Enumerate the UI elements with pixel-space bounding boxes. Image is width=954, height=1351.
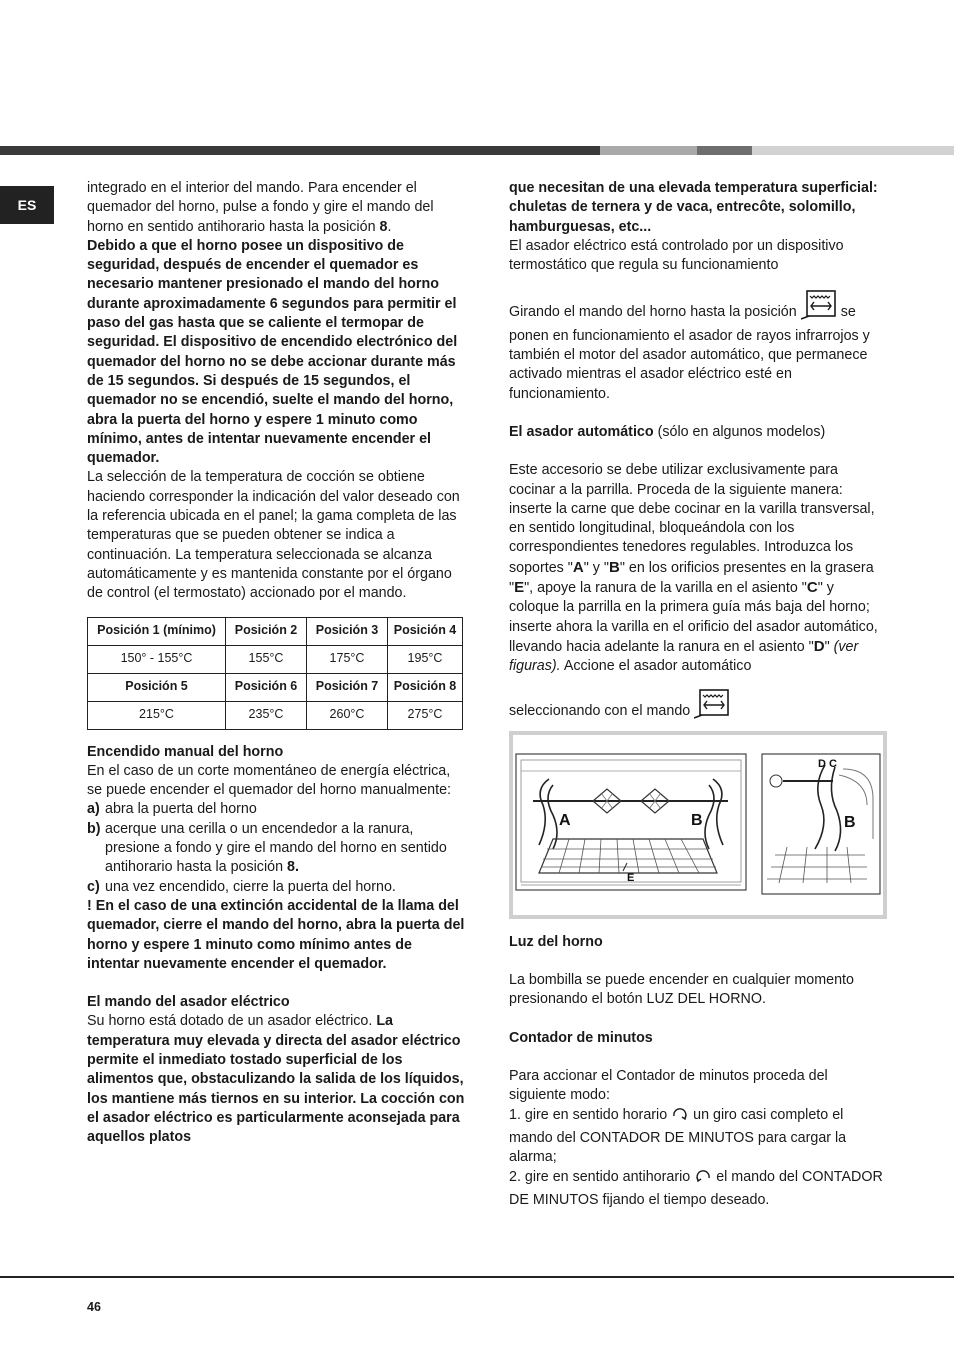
paragraph-thermostat: El asador eléctrico está controlado por un dispositivo termostático que regula su funcionamiento xyxy=(509,237,844,274)
grill-symbol-icon xyxy=(801,290,837,326)
table-header-cell: Posición 6 xyxy=(226,673,307,701)
section-title-oven-light: Luz del horno xyxy=(509,933,603,950)
rotisserie-symbol-icon xyxy=(694,689,730,725)
table-cell: 175°C xyxy=(307,645,388,673)
table-header-cell: Posición 3 xyxy=(307,617,388,645)
figure-label-b-detail: B xyxy=(844,813,856,831)
table-header-cell: Posición 5 xyxy=(88,673,226,701)
section-title-rotisserie: El asador automático (sólo en algunos modelos) xyxy=(509,423,826,440)
header-bar-segment-mid xyxy=(697,146,752,155)
paragraph-rotisserie: Este accesorio se debe utilizar exclusivamente para cocinar a la parrilla. Proceda de la siguiente manera: inserte la carne que debe cocinar en la varilla transversal, en sentido longitudinal, bloqueándola con los correspondientes tenedores regulables. Introduzca los soportes "A" y "B" en los orificios presentes en la grasera "E", apoye la ranura de la varilla en el asiento "C" y coloque la parrilla en la primera guía más baja del horno; inserte ahora la varilla en el orificio del asador automático, llevando hacia adelante la ranura en el asiento "D" (ver figuras). Accione el asador automático xyxy=(509,462,878,675)
table-cell: 260°C xyxy=(307,701,388,729)
table-header-cell: Posición 1 (mínimo) xyxy=(88,617,226,645)
temperature-table xyxy=(87,617,463,730)
paragraph-grill-position: Girando el mando del horno hasta la posición se ponen en funcionamiento el asador de rayos infrarrojos y también el motor del asador automático, que permanece activado mientras el asador eléctrico esté en funcionamiento. xyxy=(509,290,887,403)
paragraph-grill: Su horno está dotado de un asador eléctrico. La temperatura muy elevada y directa del asador eléctrico permite el inmediato tostado superficial de los alimentos que, obstaculizando la salida de los líquidos, los mantiene más tiernos en su interior. La cocción con el asador eléctrico es particularmente aconsejada para aquellos platos xyxy=(87,1013,465,1146)
table-cell: 195°C xyxy=(388,645,463,673)
table-header-cell: Posición 8 xyxy=(388,673,463,701)
table-row xyxy=(88,645,463,673)
paragraph-grill-continued: que necesitan de una elevada temperatura superficial: chuletas de ternera y de vaca, entrecôte, solomillo, hamburguesas, etc... xyxy=(509,180,878,235)
table-cell: 275°C xyxy=(388,701,463,729)
paragraph-manual-intro: En el caso de un corte momentáneo de energía eléctrica, se puede encender el quemador del horno manualmente: xyxy=(87,762,452,799)
left-column xyxy=(87,179,465,1147)
paragraph-ignition: integrado en el interior del mando. Para encender el quemador del horno, pulse a fondo y gire el mando del horno en sentido antihorario hasta la posición 8. xyxy=(87,180,434,235)
list-item: a) abra la puerta del horno xyxy=(87,801,257,818)
table-header-cell: Posición 2 xyxy=(226,617,307,645)
paragraph-timer: Para accionar el Contador de minutos proceda del siguiente modo: xyxy=(509,1068,828,1104)
paragraph-oven-light: La bombilla se puede encender en cualquier momento presionando el botón LUZ DEL HORNO. xyxy=(509,972,854,1008)
rotisserie-diagram xyxy=(513,735,883,915)
paragraph-extinction-warning: ! En el caso de una extinción accidental de la llama del quemador, cierre el mando del horno, abra la puerta del horno y espere 1 minuto como mínimo antes de intentar nuevamente encender el quemador. xyxy=(87,897,465,972)
header-bar-segment-dark xyxy=(0,146,600,155)
header-bar xyxy=(0,146,954,155)
table-cell: 150° - 155°C xyxy=(88,645,226,673)
header-bar-segment-light xyxy=(600,146,697,155)
list-item: b) acerque una cerilla o un encendedor a la ranura, presione a fondo y gire el mando del horno en sentido antihorario hasta la posición 8. xyxy=(87,820,447,876)
paragraph-rotisserie-select: seleccionando con el mando xyxy=(509,689,887,725)
figure-label-a: A xyxy=(559,811,571,829)
rotisserie-figure xyxy=(509,731,887,919)
section-title-timer: Contador de minutos xyxy=(509,1029,653,1046)
figure-label-b: B xyxy=(691,811,703,829)
header-bar-segment-pale xyxy=(752,146,954,155)
paragraph-safety-warning: Debido a que el horno posee un dispositivo de seguridad, después de encender el quemador es necesario mantener presionado el mando del horno durante aproximadamente 6 segundos para permitir el paso del gas hasta que se caliente el termopar de seguridad. El dispositivo de encendido electrónico del quemador del horno no se debe accionar durante más de 15 segundos. Si después de 15 segundos, el quemador no se encendió, suelte el mando del horno, abra la puerta del horno y espere 1 minuto como mínimo, antes de intentar nuevamente encender el quemador. xyxy=(87,237,458,467)
table-row xyxy=(88,701,463,729)
table-cell: 215°C xyxy=(88,701,226,729)
footer-rule xyxy=(0,1276,954,1278)
table-row xyxy=(88,617,463,645)
language-tab: ES xyxy=(0,186,54,224)
list-item: 1. gire en sentido horario un giro casi completo el mando del CONTADOR DE MINUTOS para cargar la alarma; xyxy=(509,1106,847,1166)
figure-label-dc: D C xyxy=(818,757,837,770)
figure-label-e: E xyxy=(627,871,635,884)
table-header-cell: Posición 4 xyxy=(388,617,463,645)
list-item: c) una vez encendido, cierre la puerta del horno. xyxy=(87,878,396,895)
table-cell: 235°C xyxy=(226,701,307,729)
list-item: 2. gire en sentido antihorario el mando del CONTADOR DE MINUTOS fijando el tiempo deseado. xyxy=(509,1168,883,1208)
table-header-cell: Posición 7 xyxy=(307,673,388,701)
table-row xyxy=(88,673,463,701)
paragraph-temperature: La selección de la temperatura de cocción se obtiene haciendo corresponder la indicación del valor deseado con la referencia ubicada en el panel; la gama completa de las temperaturas que se pueden obtener se indica a continuación. La temperatura seleccionada se alcanza automáticamente y es mantenida constante por el órgano de control (el termostato) accionado por el mando. xyxy=(87,469,460,602)
page-number: 46 xyxy=(87,1300,101,1314)
table-cell: 155°C xyxy=(226,645,307,673)
section-title-manual-ignition: Encendido manual del horno xyxy=(87,743,284,760)
counterclockwise-arrow-icon xyxy=(694,1169,712,1191)
clockwise-arrow-icon xyxy=(671,1107,689,1129)
right-column xyxy=(509,179,887,1210)
section-title-grill: El mando del asador eléctrico xyxy=(87,994,290,1011)
